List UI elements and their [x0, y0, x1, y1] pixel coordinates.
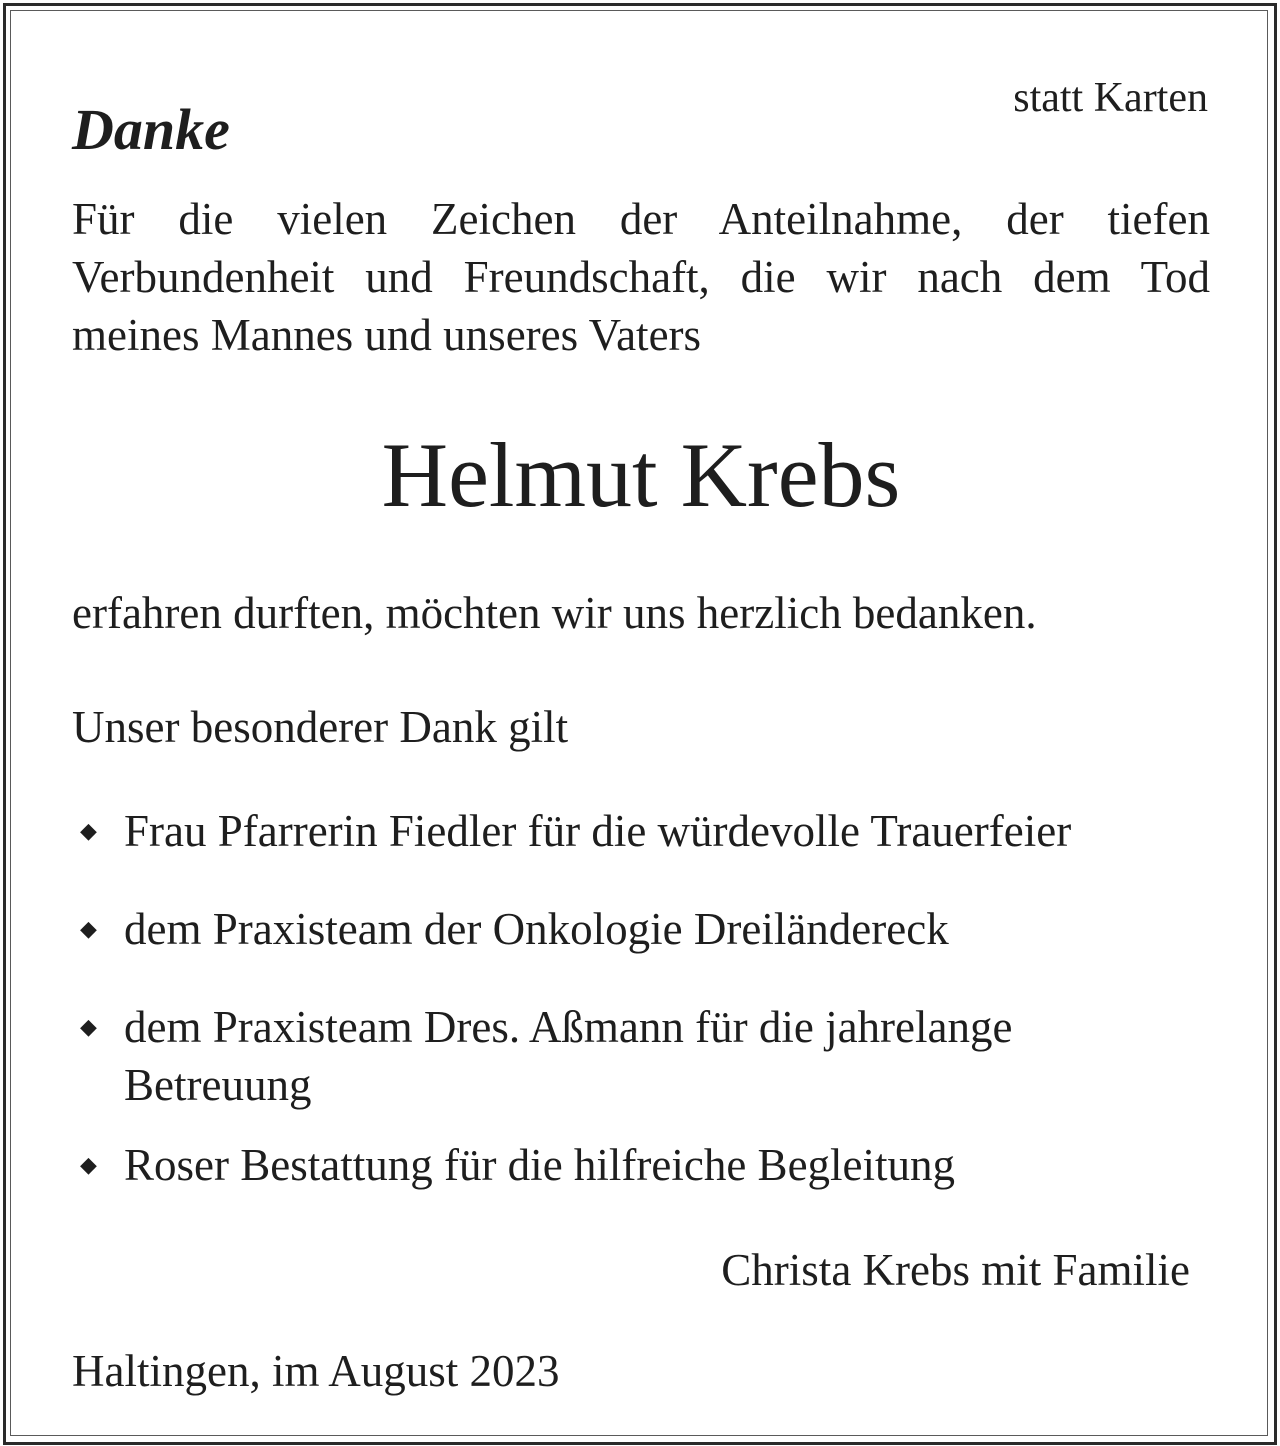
- diamond-bullet-icon: ◆: [80, 818, 97, 843]
- special-thanks-intro: Unser besonderer Dank gilt: [72, 702, 569, 752]
- list-item: [72, 1136, 1210, 1194]
- place-date: Haltingen, im August 2023: [72, 1346, 560, 1396]
- list-item-text: Frau Pfarrerin Fiedler für die würdevolle Trauerfeier: [124, 806, 1072, 856]
- list-item: [72, 900, 1210, 958]
- diamond-bullet-icon: ◆: [80, 1152, 97, 1177]
- diamond-bullet-icon: ◆: [80, 1014, 97, 1039]
- signature: Christa Krebs mit Familie: [721, 1245, 1190, 1295]
- list-item: [72, 802, 1210, 860]
- deceased-name: Helmut Krebs: [381, 424, 901, 526]
- list-item-text: dem Praxisteam der Onkologie Dreiländereck: [124, 904, 949, 954]
- notice-title: Danke: [72, 97, 230, 162]
- list-item-text: Roser Bestattung für die hilfreiche Begleitung: [124, 1140, 956, 1190]
- thanks-line: erfahren durften, möchten wir uns herzlich bedanken.: [72, 588, 1037, 638]
- statt-karten-label: statt Karten: [1013, 75, 1208, 121]
- thanks-list: [72, 802, 1210, 1194]
- intro-paragraph: Für die vielen Zeichen der Anteilnahme, der tiefen Verbundenheit und Freundschaft, die wir nach dem Tod meines Mannes und unseres Vaters: [72, 194, 1210, 360]
- list-item: [72, 998, 1210, 1114]
- list-item-text: dem Praxisteam Dres. Aßmann für die jahrelange Betreuung: [124, 1002, 1013, 1110]
- diamond-bullet-icon: ◆: [80, 916, 97, 941]
